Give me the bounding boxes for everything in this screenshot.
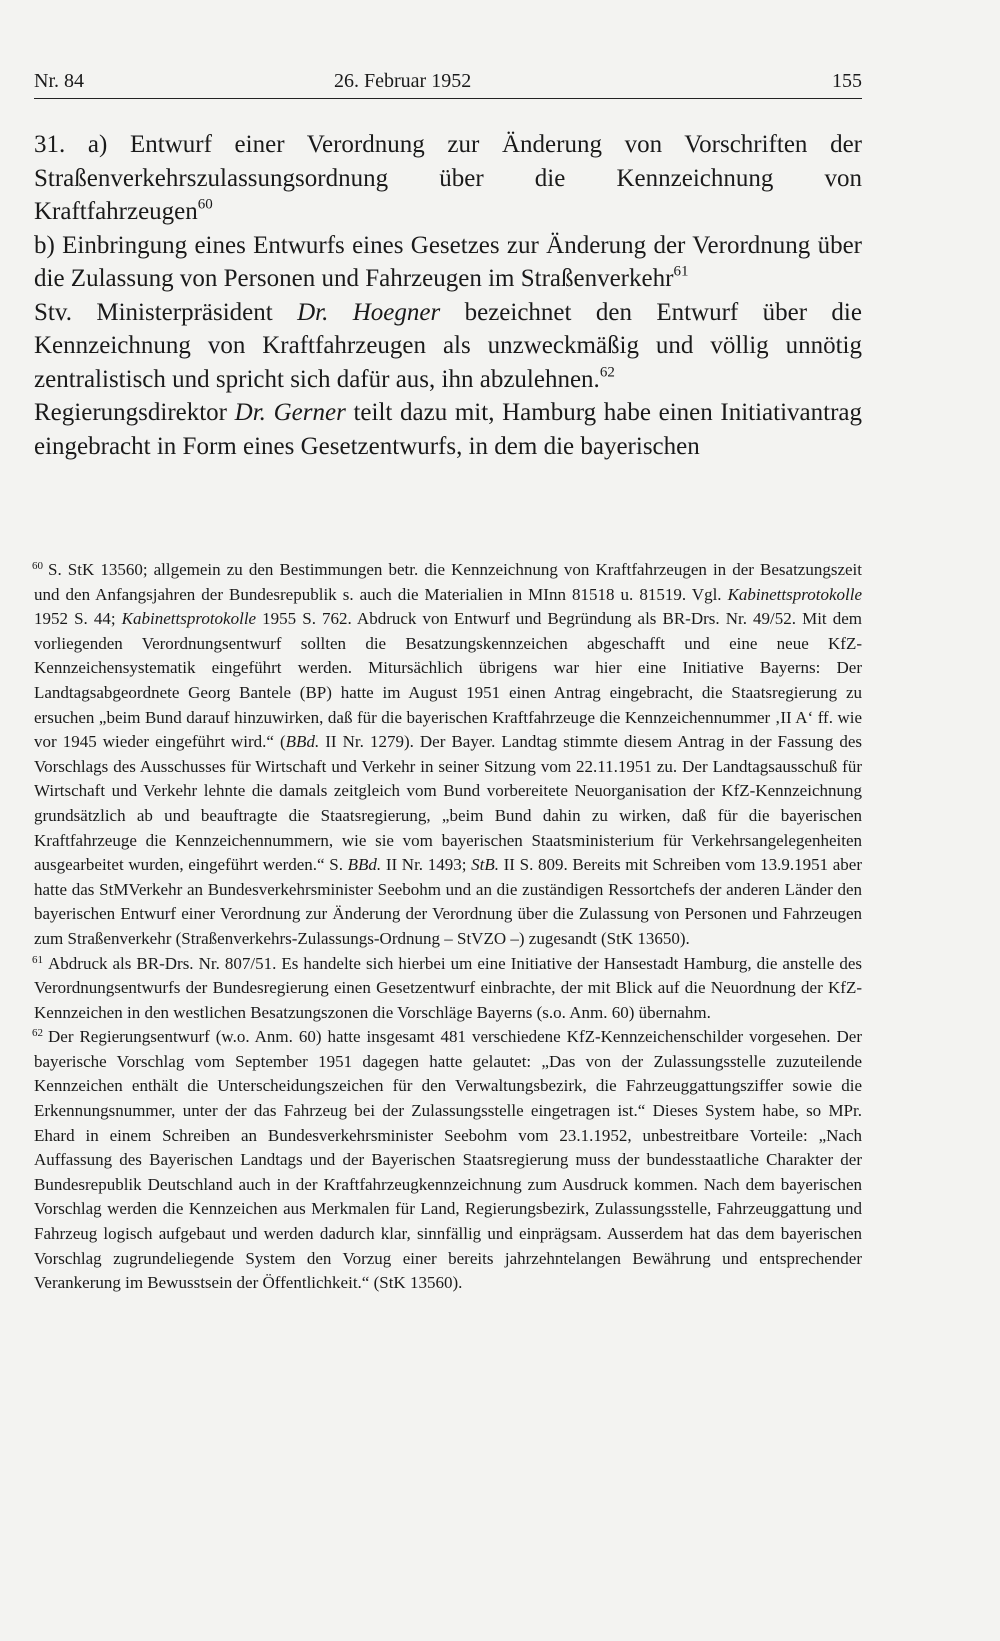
main-text bbox=[34, 128, 862, 463]
footnote-ref-62[interactable]: 62 bbox=[599, 364, 615, 380]
footnote-number: 61 bbox=[32, 953, 43, 966]
speaker-name: Dr. Gerner bbox=[234, 399, 346, 426]
footnote-60 bbox=[34, 558, 862, 952]
agenda-item-b: b) Einbringung eines Entwurfs eines Gesetzes zur Änderung der Verordnung über die Zulassung von Personen und Fahrzeugen im Straßenverkehr$^{61}$ bbox=[34, 231, 862, 292]
speaker-name: Dr. Hoegner bbox=[297, 298, 441, 326]
footnote-text bbox=[34, 558, 862, 952]
footnote-text bbox=[34, 952, 862, 1026]
italic-citation: StB. bbox=[471, 855, 499, 875]
footnote-62 bbox=[34, 1025, 862, 1296]
footnote-text-run: II Nr. 1279). Der Bayer. Landtag stimmte diesem Antrag in der Fassung des Vorschlags des Ausschusses für Wirtschaft und Verkehr in seiner Sitzung vom 22.11.1951 zu. Der Landtagsausschuß für Wirtschaft und Verkehr lehnte die damals zeitgleich vom Bund vorbereitete Neuorganisation der KfZ-Kennzeichnung grundsätzlich ab und beauftragte die Staatsregierung, „beim Bund dahin zu wirken, daß für die bayerischen Kraftfahrzeuge die Kennzeichennummern, wie sie vom bayerischen Staatsministerium für Verkehrsangelegenheiten ausgearbeitet wurden, eingeführt werden.“ S. bbox=[34, 732, 863, 875]
footnote-ref-60[interactable]: 60 bbox=[197, 196, 213, 213]
footnote-ref-61[interactable]: 61 bbox=[673, 263, 689, 280]
agenda-item-a: 31. a) Entwurf einer Verordnung zur Änderung von Vorschriften der Straßenverkehrszulassungsordnung über die Kennzeichnung von Kraftfahrzeugen$^{60}$ bbox=[34, 131, 862, 225]
footnote-text-run: II Nr. 1493; bbox=[381, 855, 472, 875]
page-number: 155 bbox=[832, 70, 862, 92]
header-date: 26. Februar 1952 bbox=[334, 70, 472, 92]
italic-citation: BBd. bbox=[347, 855, 382, 875]
italic-citation: Kabinettsprotokolle bbox=[121, 609, 257, 629]
footnote-text-run: S. StK 13560; allgemein zu den Bestimmungen betr. die Kennzeichnung von Kraftfahrzeugen in der Besatzungszeit und den Anfangsjahren der Bundesrepublik s. auch die Materialien in MInn 81518 u. 81519. Vgl. bbox=[34, 560, 862, 604]
italic-citation: BBd. bbox=[285, 732, 320, 752]
footnote-text-run: Abdruck als BR-Drs. Nr. 807/51. Es handelte sich hierbei um eine Initiative der Hansestadt Hamburg, die anstelle des Verordnungsentwurfs der Bundesregierung einen Gesetzentwurf einbrachte, der mit Blick auf die Neuordnung der KfZ-Kennzeichen in den westlichen Besatzungszonen die Vorschläge Bayerns (s.o. Anm. 60) übernahm. bbox=[34, 953, 862, 1022]
issue-number: Nr. 84 bbox=[34, 70, 84, 92]
footnote-61 bbox=[34, 952, 862, 1026]
running-header bbox=[34, 64, 862, 99]
footnote-number: 62 bbox=[32, 1027, 43, 1040]
paragraph-gerner: Regierungsdirektor Dr. Gerner teilt dazu mit, Hamburg habe einen Initiativantrag eingebracht in Form eines Gesetzentwurfs, in dem die bayerischen bbox=[34, 399, 863, 460]
footnote-text-run: 1952 S. 44; bbox=[34, 609, 122, 629]
italic-citation: Kabinettsprotokolle bbox=[727, 584, 862, 604]
paragraph-hoegner: Stv. Ministerpräsident Dr. Hoegner bezeichnet den Entwurf über die Kennzeichnung von Kraftfahrzeugen als unzweckmäßig und völlig unnötig zentralistisch und spricht sich dafür aus, ihn abzulehnen.$^{62}$ bbox=[34, 298, 862, 393]
footnotes-section bbox=[34, 558, 862, 1296]
footnote-text-run: 1955 S. 762. Abdruck von Entwurf und Begründung als BR-Drs. Nr. 49/52. Mit dem vorliegenden Verordnungsentwurf sollten die Besatzungskennzeichen abgeschafft und eine neue KfZ-Kennzeichensystematik eingeführt werden. Mitursächlich übrigens war hier eine Initiative Bayerns: Der Landtagsabgeordnete Georg Bantele (BP) hatte im August 1951 einen Antrag eingebracht, die Staatsregierung zu ersuchen „beim Bund darauf hinzuwirken, daß für die bayerischen Kraftfahrzeuge die Kennzeichennummer ‚II A‘ ff. wie vor 1945 wieder eingeführt wird.“ ( bbox=[34, 609, 862, 752]
footnote-number: 60 bbox=[32, 560, 43, 572]
footnote-text-run: Der Regierungsentwurf (w.o. Anm. 60) hatte insgesamt 481 verschiedene KfZ-Kennzeichenschilder vorgesehen. Der bayerische Vorschlag vom September 1951 dagegen hatte gelautet: „Das von der Zulassungsstelle zuzuteilende Kennzeichen enthält die Unterscheidungszeichen für den Verwaltungsbezirk, die Fahrzeuggattungsziffer sowie die Erkennungsnummer, unter der das Fahrzeug bei der Zulassungsstelle eingetragen ist.“ Dieses System habe, so MPr. Ehard in einem Schreiben an Bundesverkehrsminister Seebohm vom 23.1.1952, unbestreitbare Vorteile: „Nach Auffassung des Bayerischen Landtags und der Bayerischen Staatsregierung muss der bundesstaatliche Charakter der Bundesrepublik Deutschland auch in der Kraftfahrzeugkennzeichnung zum Ausdruck kommen. Nach dem bayerischen Vorschlag werden die Kennzeichen aus Merkmalen für Land, Regierungsbezirk, Zulassungsstelle, Fahrzeuggattung und Fahrzeug logisch aufgebaut und werden dadurch klar, sinnfällig und einprägsam. Ausserdem hat das dem bayerischen Vorschlag zugrundeliegende System den Vorzug einer bereits jahrzehntelangen Bewährung und entsprechender Verankerung im Bewusstsein der Öffentlichkeit.“ (StK 13560). bbox=[34, 1027, 862, 1293]
footnote-text bbox=[34, 1025, 862, 1296]
footnote-text-run: II S. 809. Bereits mit Schreiben vom 13.9.1951 aber hatte das StMVerkehr an Bundesverkehrsminister Seebohm und an die zuständigen Ressortchefs der anderen Länder den bayerischen Entwurf einer Verordnung zur Änderung der Verordnung über die Zulassung von Personen und Fahrzeugen zum Straßenverkehr (Straßenverkehrs-Zulassungs-Ordnung – StVZO –) zugesandt (StK 13650). bbox=[34, 855, 862, 948]
